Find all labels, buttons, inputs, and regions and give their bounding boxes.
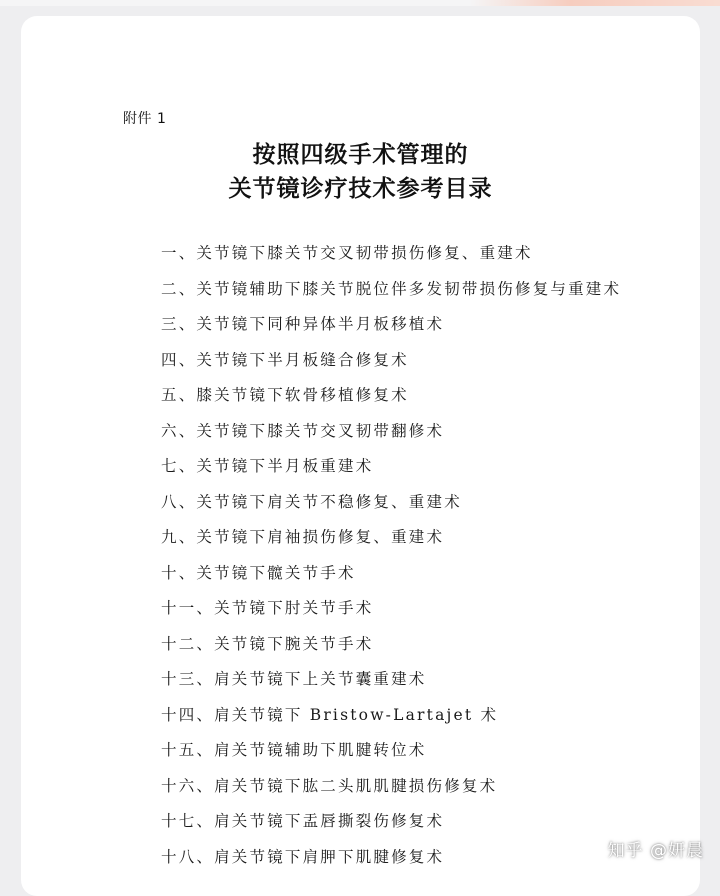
top-strip (0, 0, 720, 6)
document-title-line-1: 按照四级手术管理的 (252, 142, 469, 168)
list-item: 五、膝关节镜下软骨移植修复术 (161, 386, 409, 404)
top-accent-bar (470, 0, 720, 6)
list-item: 二、关节镜辅助下膝关节脱位伴多发韧带损伤修复与重建术 (161, 279, 622, 298)
list-item: 四、关节镜下半月板缝合修复术 (161, 350, 409, 369)
list-item: 十七、肩关节镜下盂唇撕裂伤修复术 (161, 812, 445, 830)
procedure-list (161, 238, 621, 877)
document-title-line-2: 关节镜诊疗技术参考目录 (228, 176, 493, 202)
attachment-label: 附件 1 (123, 111, 167, 127)
list-item: 六、关节镜下膝关节交叉韧带翻修术 (161, 421, 445, 440)
list-item: 一、关节镜下膝关节交叉韧带损伤修复、重建术 (161, 244, 533, 262)
list-item: 十四、肩关节镜下 Bristow-Lartajet 术 (161, 705, 499, 724)
watermark-text: 知乎 @妍晨 (607, 841, 704, 861)
list-item: 十三、肩关节镜下上关节囊重建术 (161, 670, 427, 688)
list-item: 七、关节镜下半月板重建术 (161, 457, 374, 475)
list-item: 十、关节镜下髋关节手术 (161, 563, 356, 582)
list-item: 十二、关节镜下腕关节手术 (161, 634, 374, 653)
list-item: 十八、肩关节镜下肩胛下肌腱修复术 (161, 847, 445, 866)
document-page (21, 16, 700, 896)
list-item: 九、关节镜下肩袖损伤修复、重建术 (161, 528, 445, 546)
list-item: 十五、肩关节镜辅助下肌腱转位术 (161, 741, 427, 759)
list-item: 十六、肩关节镜下肱二头肌肌腱损伤修复术 (161, 776, 498, 795)
list-item: 三、关节镜下同种异体半月板移植术 (161, 315, 445, 333)
list-item: 八、关节镜下肩关节不稳修复、重建术 (161, 492, 462, 511)
list-item: 十一、关节镜下肘关节手术 (161, 599, 374, 617)
